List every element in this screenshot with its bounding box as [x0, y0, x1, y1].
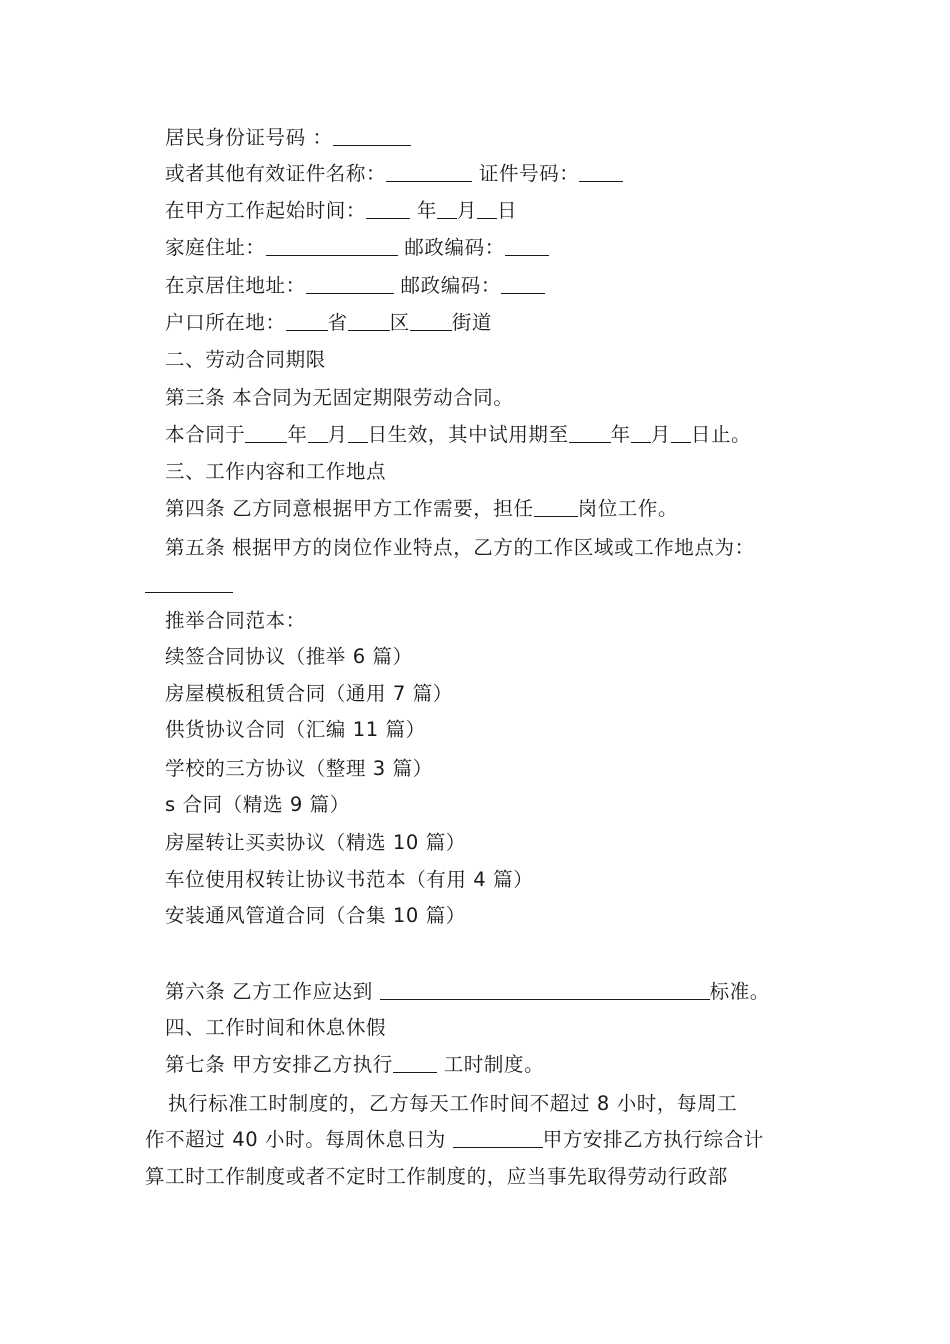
year-text: 年: [610, 423, 631, 446]
year-text: 年: [410, 199, 437, 222]
effective-month-blank[interactable]: [308, 424, 328, 443]
article-4-text: 第四条 乙方同意根据甲方工作需要，担任: [165, 497, 534, 520]
id-number-line: [165, 124, 411, 152]
start-day-blank[interactable]: [477, 200, 497, 219]
probation-day-blank[interactable]: [671, 424, 691, 443]
recommend-link[interactable]: s 合同（精选 9 篇）: [165, 793, 350, 816]
id-number-label: 居民身份证号码 ：: [165, 126, 333, 149]
recommend-link[interactable]: 学校的三方协议（整理 3 篇）: [165, 757, 433, 780]
work-location-blank[interactable]: [145, 574, 233, 593]
position-suffix: 岗位工作。: [577, 497, 679, 520]
start-year-blank[interactable]: [366, 200, 410, 219]
other-id-number-label: 证件号码：: [472, 162, 580, 185]
home-address-line: [165, 234, 549, 262]
province-blank[interactable]: [286, 312, 328, 331]
recommend-link[interactable]: 房屋转让买卖协议（精选 10 篇）: [165, 831, 466, 854]
probation-label: 日生效，其中试用期至: [367, 423, 569, 446]
other-id-label: 或者其他有效证件名称：: [165, 162, 387, 185]
effective-day-blank[interactable]: [348, 424, 368, 443]
paragraph-text: 作不超过 40 小时。每周休息日为: [145, 1128, 453, 1151]
end-text: 日止。: [690, 423, 752, 446]
section-4-heading: 四、工作时间和休息休假: [165, 1016, 387, 1039]
id-number-blank[interactable]: [333, 127, 411, 146]
section-3-heading: 三、工作内容和工作地点: [165, 460, 387, 483]
hukou-line: [165, 309, 492, 337]
hours-system-blank[interactable]: [393, 1054, 437, 1073]
postcode-label: 邮政编码：: [397, 236, 505, 259]
home-address-blank[interactable]: [266, 237, 398, 256]
month-text: 月: [456, 199, 478, 222]
month-text: 月: [327, 423, 348, 446]
other-id-name-blank[interactable]: [386, 163, 472, 182]
recommend-link[interactable]: 供货协议合同（汇编 11 篇）: [165, 718, 426, 741]
paragraph-line: 执行标准工时制度的，乙方每天工作时间不超过 8 小时，每周工: [168, 1092, 738, 1115]
recommend-title: 推举合同范本：: [165, 609, 306, 632]
position-blank[interactable]: [534, 498, 578, 517]
period-label: 本合同于: [165, 423, 246, 446]
paragraph-text: 甲方安排乙方执行综合计: [542, 1128, 764, 1151]
recommend-link[interactable]: 房屋模板租赁合同（通用 7 篇）: [165, 682, 453, 705]
other-id-number-blank[interactable]: [579, 163, 623, 182]
article-7-line: [165, 1051, 544, 1079]
home-postcode-blank[interactable]: [505, 237, 549, 256]
district-text: 区: [389, 311, 410, 334]
street-blank[interactable]: [410, 312, 452, 331]
beijing-address-blank[interactable]: [306, 275, 394, 294]
paragraph-line: [145, 1126, 764, 1154]
day-text: 日: [497, 199, 518, 222]
probation-month-blank[interactable]: [631, 424, 651, 443]
start-month-blank[interactable]: [437, 200, 457, 219]
recommend-link[interactable]: 安装通风管道合同（合集 10 篇）: [165, 904, 466, 927]
beijing-postcode-blank[interactable]: [501, 275, 545, 294]
rest-day-blank[interactable]: [453, 1129, 543, 1148]
recommend-link[interactable]: 续签合同协议（推举 6 篇）: [165, 645, 413, 668]
hours-system-suffix: 工时制度。: [436, 1053, 545, 1076]
province-text: 省: [327, 311, 348, 334]
year-text: 年: [287, 423, 308, 446]
month-text: 月: [650, 423, 671, 446]
recommend-link[interactable]: 车位使用权转让协议书范本（有用 4 篇）: [165, 868, 534, 891]
contract-period-line: [165, 421, 751, 449]
article-7-text: 第七条 甲方安排乙方执行: [165, 1053, 393, 1076]
start-date-line: [165, 197, 517, 225]
paragraph-line: 算工时工作制度或者不定时工作制度的，应当事先取得劳动行政部: [145, 1165, 728, 1188]
district-blank[interactable]: [348, 312, 390, 331]
section-2-heading: 二、劳动合同期限: [165, 348, 326, 371]
probation-year-blank[interactable]: [569, 424, 611, 443]
other-id-line: [165, 160, 623, 188]
start-date-label: 在甲方工作起始时间：: [165, 199, 367, 222]
beijing-address-label: 在京居住地址：: [165, 274, 306, 297]
home-address-label: 家庭住址：: [165, 236, 266, 259]
article-3-text: 第三条 本合同为无固定期限劳动合同。: [165, 386, 514, 409]
street-text: 街道: [451, 311, 493, 334]
standard-suffix: 标准。: [709, 980, 770, 1003]
hukou-label: 户口所在地：: [165, 311, 286, 334]
article-6-text: 第六条 乙方工作应达到: [165, 980, 380, 1003]
beijing-address-line: [165, 272, 545, 300]
effective-year-blank[interactable]: [245, 424, 287, 443]
article-4-line: [165, 495, 678, 523]
postcode-label: 邮政编码：: [393, 274, 502, 297]
work-location-line: [145, 571, 233, 599]
article-6-line: [165, 978, 770, 1006]
work-standard-blank[interactable]: [380, 981, 710, 1000]
article-5-text: 第五条 根据甲方的岗位作业特点，乙方的工作区域或工作地点为：: [165, 536, 755, 559]
